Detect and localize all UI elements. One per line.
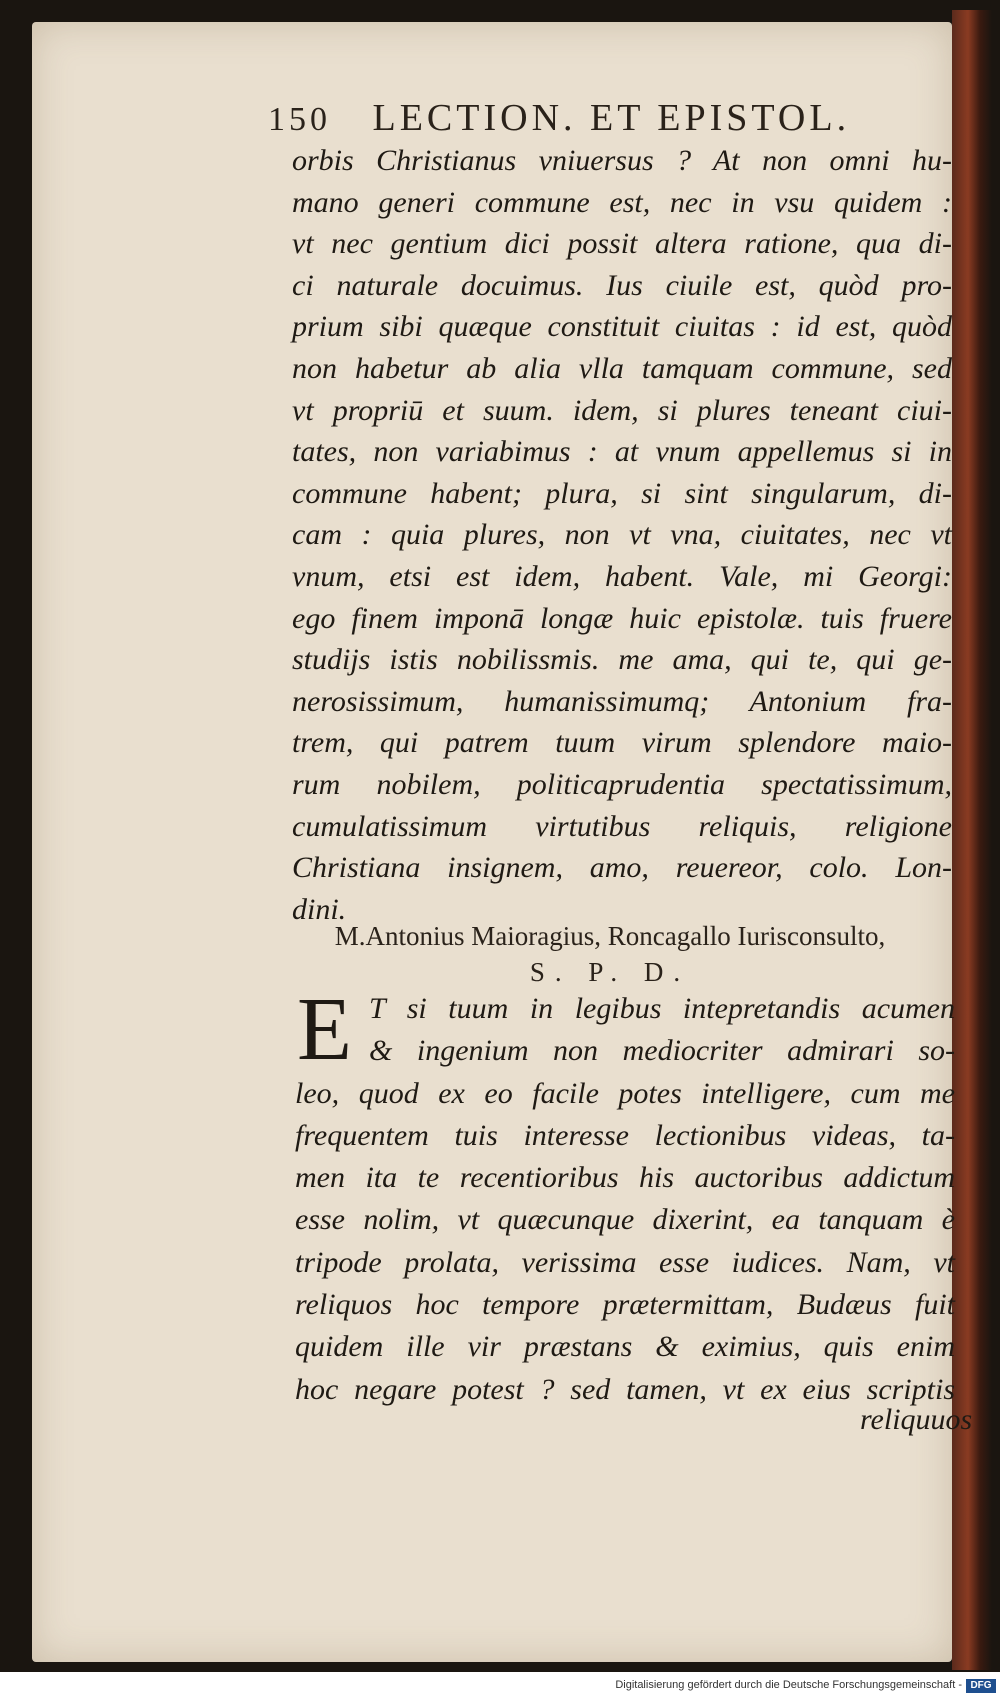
text-line: & ingenium non mediocriter admirari so-: [369, 1034, 955, 1068]
text-line: leo, quod ex eo facile potes intelligere, cum me: [295, 1076, 955, 1110]
text-line: vt nec gentium dici possit altera ratione, qua di-: [292, 227, 952, 261]
salutation-line: M.Antonius Maioragius, Roncagallo Iurisconsulto,: [334, 921, 886, 951]
text-line: tates, non variabimus : at vnum appellemus si in: [292, 435, 952, 469]
text-line: men ita te recentioribus his auctoribus addictum: [295, 1161, 955, 1195]
previous-letter-text: [292, 140, 952, 930]
footer-credit: Digitalisierung gefördert durch die Deutsche Forschungsgemeinschaft -: [615, 1679, 962, 1691]
text-line: prium sibi quæque constituit ciuitas : id est, quòd: [292, 310, 952, 344]
text-line: orbis Christianus vniuersus ? At non omni hu-: [292, 144, 952, 177]
text-line: Christiana insignem, amo, reuereor, colo. Lon-: [292, 851, 952, 885]
text-line: ci naturale docuimus. Ius ciuile est, quòd pro-: [292, 268, 952, 302]
text-line: frequentem tuis interesse lectionibus videas, ta-: [295, 1118, 955, 1152]
letter-text: [295, 980, 955, 1411]
text-line: rum nobilem, politicaprudentia spectatissimum,: [292, 767, 952, 801]
text-line: vnum, etsi est idem, habent. Vale, mi Georgi:: [292, 559, 952, 593]
text-line: tripode prolata, verissima esse iudices. Nam, vt: [295, 1245, 955, 1279]
page-number: 150: [268, 101, 331, 138]
text-line: non habetur ab alia vlla tamquam commune, sed: [292, 351, 952, 385]
running-title: LECTION. ET EPISTOL.: [372, 97, 851, 139]
text-line: vt propriū et suum. idem, si plures teneant ciui-: [292, 393, 952, 427]
catchword: reliquuos: [860, 1403, 973, 1436]
text-line: T si tuum in legibus intepretandis acumen: [369, 992, 955, 1025]
text-line: commune habent; plura, si sint singularum, di-: [292, 476, 952, 510]
text-line: esse nolim, vt quæcunque dixerint, ea tanquam è: [295, 1203, 955, 1237]
text-line: nerosissimum, humanissimumq; Antonium fra-: [292, 684, 952, 718]
footer-bar: [0, 1676, 1000, 1699]
text-line: ego finem imponā longæ huic epistolæ. tuis fruere: [292, 601, 952, 635]
drop-cap: E: [297, 980, 352, 1079]
text-line: hoc negare potest ? sed tamen, vt ex eius scriptis: [295, 1372, 955, 1406]
text-line: trem, qui patrem tuum virum splendore maio-: [292, 726, 952, 760]
text-line: cumulatissimum virtutibus reliquis, religione: [292, 809, 952, 843]
text-line: quidem ille vir præstans & eximius, quis enim: [295, 1330, 955, 1364]
text-line: reliquos hoc tempore prætermittam, Budæus fuit: [295, 1288, 955, 1322]
text-line: dini.: [292, 892, 347, 926]
text-line: studijs istis nobilissmis. me ama, qui te, qui ge-: [292, 643, 952, 677]
text-line: mano generi commune est, nec in vsu quidem :: [292, 185, 952, 219]
text-line: cam : quia plures, non vt vna, ciuitates, nec vt: [292, 518, 952, 552]
salutation-spd: S. P. D.: [529, 957, 691, 987]
running-header: [268, 96, 908, 140]
dfg-logo: DFG: [966, 1679, 996, 1693]
letter-salutation: [280, 918, 940, 990]
